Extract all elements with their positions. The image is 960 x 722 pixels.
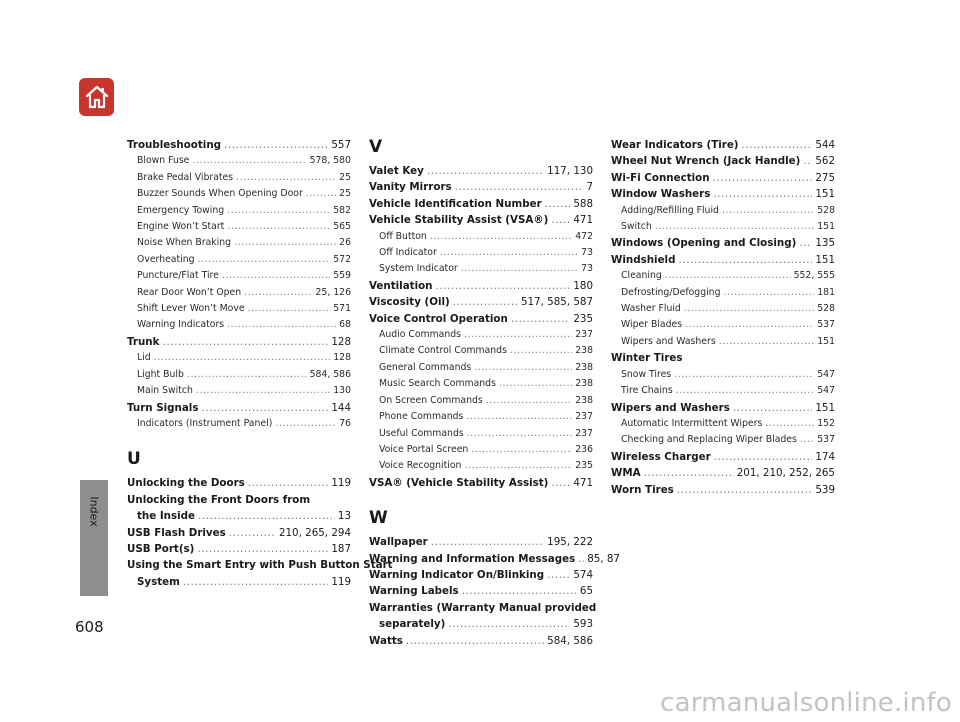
index-page-ref[interactable]: 237 bbox=[575, 427, 593, 439]
index-page-ref[interactable]: 565 bbox=[333, 221, 351, 233]
dot-leader bbox=[201, 400, 328, 416]
index-page-ref[interactable]: 236 bbox=[575, 443, 593, 455]
index-term: Wallpaper bbox=[369, 536, 428, 549]
index-term: Off Indicator bbox=[379, 247, 437, 259]
index-entry bbox=[127, 557, 393, 573]
index-subentry[interactable] bbox=[127, 416, 351, 432]
index-page-ref[interactable]: 26 bbox=[339, 237, 351, 249]
index-subentry[interactable] bbox=[127, 350, 351, 366]
dot-leader bbox=[222, 268, 330, 284]
index-page-ref[interactable]: 238 bbox=[575, 378, 593, 390]
index-subentry[interactable] bbox=[369, 458, 593, 474]
index-term: Checking and Replacing Wiper Blades bbox=[621, 434, 797, 446]
index-page-ref[interactable]: 135 bbox=[815, 237, 835, 250]
index-page-ref[interactable]: 562 bbox=[815, 155, 835, 168]
index-term: Engine Won’t Start bbox=[137, 221, 225, 233]
dot-leader bbox=[510, 343, 572, 359]
index-subentry[interactable] bbox=[127, 170, 351, 186]
index-page-ref[interactable]: 235 bbox=[575, 460, 593, 472]
index-page-ref[interactable]: 151 bbox=[815, 253, 835, 266]
index-term: USB Port(s) bbox=[127, 542, 195, 555]
dot-leader bbox=[187, 367, 307, 383]
index-subentry[interactable] bbox=[127, 153, 351, 169]
index-term: Tire Chains bbox=[621, 385, 673, 397]
index-term: Warning and Information Messages bbox=[369, 552, 576, 565]
dot-leader bbox=[551, 475, 570, 491]
dot-leader bbox=[803, 153, 812, 169]
index-term: Unlocking the Front Doors from bbox=[127, 493, 311, 506]
index-term: Wiper Blades bbox=[621, 319, 683, 331]
index-entry[interactable] bbox=[611, 252, 835, 268]
dot-leader bbox=[234, 235, 336, 251]
index-term: Adding/Refilling Fluid bbox=[621, 204, 719, 216]
index-entry bbox=[369, 600, 597, 616]
dot-leader bbox=[471, 442, 572, 458]
dot-leader bbox=[227, 219, 330, 235]
index-term: Turn Signals bbox=[127, 401, 199, 414]
dot-leader bbox=[713, 170, 813, 186]
index-subentry[interactable] bbox=[127, 317, 351, 333]
index-page-ref[interactable]: 528 bbox=[817, 204, 835, 216]
index-page-ref[interactable]: 238 bbox=[575, 345, 593, 357]
index-page-ref[interactable]: 151 bbox=[815, 401, 835, 414]
index-page-ref[interactable]: 537 bbox=[817, 434, 835, 446]
index-subentry[interactable] bbox=[369, 343, 593, 359]
index-entry[interactable] bbox=[369, 534, 593, 550]
index-entry[interactable] bbox=[369, 311, 593, 327]
dot-leader bbox=[676, 383, 815, 399]
dot-leader bbox=[684, 301, 814, 317]
index-entry[interactable] bbox=[369, 196, 593, 212]
index-page-ref[interactable]: 547 bbox=[817, 385, 835, 397]
dot-leader bbox=[436, 278, 571, 294]
index-term: Buzzer Sounds When Opening Door bbox=[137, 188, 303, 200]
index-term: Wipers and Washers bbox=[621, 335, 716, 347]
index-subentry[interactable] bbox=[369, 261, 593, 277]
dot-leader bbox=[183, 574, 328, 590]
dot-leader bbox=[448, 616, 570, 632]
dot-leader bbox=[545, 196, 571, 212]
index-page-ref[interactable]: 151 bbox=[817, 335, 835, 347]
index-term: Wheel Nut Wrench (Jack Handle) bbox=[611, 155, 801, 168]
index-entry[interactable] bbox=[127, 508, 351, 524]
index-subentry[interactable] bbox=[611, 301, 835, 317]
index-entry[interactable] bbox=[127, 541, 351, 557]
dot-leader bbox=[578, 551, 584, 567]
dot-leader bbox=[244, 285, 312, 301]
home-button[interactable] bbox=[79, 78, 114, 116]
index-entry[interactable] bbox=[369, 475, 593, 491]
index-page-ref[interactable]: 73 bbox=[581, 247, 593, 259]
index-entry[interactable] bbox=[369, 583, 593, 599]
index-entry[interactable] bbox=[369, 567, 593, 583]
index-page-ref[interactable]: 584, 586 bbox=[547, 634, 593, 647]
index-page-ref[interactable]: 238 bbox=[575, 361, 593, 373]
dot-leader bbox=[722, 203, 814, 219]
index-term: Phone Commands bbox=[379, 411, 464, 423]
index-term: Watts bbox=[369, 634, 403, 647]
dot-leader bbox=[800, 432, 814, 448]
index-term: Ventilation bbox=[369, 279, 433, 292]
index-subentry[interactable] bbox=[127, 367, 351, 383]
index-term: Brake Pedal Vibrates bbox=[137, 171, 234, 183]
index-page-ref[interactable]: 181 bbox=[817, 286, 835, 298]
index-term: Audio Commands bbox=[379, 329, 462, 341]
dot-leader bbox=[306, 186, 336, 202]
index-term: On Screen Commands bbox=[379, 394, 483, 406]
dot-leader bbox=[275, 416, 336, 432]
index-term: Defrosting/Defogging bbox=[621, 286, 721, 298]
index-entry[interactable] bbox=[127, 475, 351, 491]
index-page-ref[interactable]: 144 bbox=[331, 401, 351, 414]
index-term: Unlocking the Doors bbox=[127, 477, 245, 490]
index-page-ref[interactable]: 73 bbox=[581, 263, 593, 275]
index-page-ref[interactable]: 557 bbox=[331, 139, 351, 151]
index-subentry[interactable] bbox=[369, 426, 593, 442]
index-entry[interactable] bbox=[611, 235, 835, 251]
dot-leader bbox=[229, 525, 276, 541]
index-entry[interactable] bbox=[611, 186, 835, 202]
index-subentry[interactable] bbox=[611, 268, 835, 284]
index-subentry[interactable] bbox=[611, 203, 835, 219]
index-term: Noise When Braking bbox=[137, 237, 232, 249]
index-subentry[interactable] bbox=[127, 219, 351, 235]
index-page-ref[interactable]: 13 bbox=[337, 510, 351, 523]
index-term: Vehicle Identification Number bbox=[369, 197, 542, 210]
index-term: Windows (Opening and Closing) bbox=[611, 237, 797, 250]
index-page-ref[interactable]: 588 bbox=[573, 197, 593, 210]
index-term: USB Flash Drives bbox=[127, 526, 226, 539]
dot-leader bbox=[198, 252, 331, 268]
index-page-ref[interactable]: 574 bbox=[573, 568, 593, 581]
dot-leader bbox=[474, 360, 572, 376]
index-column-3 bbox=[611, 137, 835, 498]
dot-leader bbox=[466, 409, 572, 425]
index-term: Wipers and Washers bbox=[611, 401, 730, 414]
index-page-ref[interactable]: 537 bbox=[817, 319, 835, 331]
index-page-ref[interactable]: 119 bbox=[331, 575, 351, 588]
index-subentry[interactable] bbox=[127, 285, 351, 301]
dot-leader bbox=[551, 212, 570, 228]
index-term: the Inside bbox=[137, 510, 195, 523]
index-entry[interactable] bbox=[369, 278, 593, 294]
index-term: Viscosity (Oil) bbox=[369, 296, 450, 309]
dot-leader bbox=[714, 449, 813, 465]
index-side-label: Index bbox=[87, 496, 101, 527]
dot-leader bbox=[547, 567, 570, 583]
index-page-ref[interactable]: 571 bbox=[333, 303, 351, 315]
dot-leader bbox=[674, 367, 814, 383]
index-term: Warning Labels bbox=[369, 585, 459, 598]
index-entry bbox=[611, 350, 835, 366]
dot-leader bbox=[224, 137, 328, 153]
dot-leader bbox=[248, 475, 329, 491]
index-term: Voice Portal Screen bbox=[379, 443, 469, 455]
index-letter-heading: V bbox=[369, 137, 383, 157]
index-entry[interactable] bbox=[369, 212, 593, 228]
dot-leader bbox=[427, 163, 544, 179]
index-page-ref[interactable]: 25 bbox=[339, 188, 351, 200]
index-page-ref[interactable]: 7 bbox=[586, 181, 593, 194]
index-page-ref[interactable]: 578, 580 bbox=[309, 155, 351, 167]
watermark: carmanualsonline.info bbox=[660, 688, 952, 718]
index-page-ref[interactable]: 582 bbox=[333, 204, 351, 216]
index-term: Emergency Towing bbox=[137, 204, 225, 216]
dot-leader bbox=[464, 458, 572, 474]
dot-leader bbox=[453, 294, 518, 310]
dot-leader bbox=[713, 186, 812, 202]
index-term: Snow Tires bbox=[621, 368, 672, 380]
index-term: Warranties (Warranty Manual provided bbox=[369, 601, 597, 614]
index-page-ref[interactable]: 584, 586 bbox=[309, 368, 351, 380]
index-subentry[interactable] bbox=[611, 219, 835, 235]
dot-leader bbox=[678, 252, 812, 268]
index-page-ref[interactable]: 151 bbox=[817, 221, 835, 233]
index-term: Trunk bbox=[127, 335, 160, 348]
index-entry[interactable] bbox=[369, 179, 593, 195]
index-page-ref[interactable]: 235 bbox=[573, 312, 593, 325]
index-entry[interactable] bbox=[369, 551, 620, 567]
index-subentry[interactable] bbox=[127, 235, 351, 251]
index-page-ref[interactable]: 275 bbox=[815, 171, 835, 184]
index-subentry[interactable] bbox=[369, 393, 593, 409]
index-page-ref[interactable]: 25 bbox=[339, 171, 351, 183]
index-entry[interactable] bbox=[127, 400, 351, 416]
index-subentry[interactable] bbox=[369, 229, 593, 245]
dot-leader bbox=[198, 508, 335, 524]
dot-leader bbox=[685, 317, 814, 333]
index-term: System Indicator bbox=[379, 263, 458, 275]
index-subentry[interactable] bbox=[127, 383, 351, 399]
index-term: Useful Commands bbox=[379, 427, 464, 439]
index-entry[interactable] bbox=[369, 294, 593, 310]
dot-leader bbox=[486, 393, 573, 409]
index-page-ref[interactable]: 117, 130 bbox=[547, 165, 593, 177]
index-page-ref[interactable]: 201, 210, 252, 265 bbox=[736, 467, 835, 480]
dot-leader bbox=[665, 268, 791, 284]
dot-leader bbox=[462, 583, 577, 599]
index-term: Puncture/Flat Tire bbox=[137, 270, 219, 282]
dot-leader bbox=[192, 153, 306, 169]
index-term: separately) bbox=[379, 618, 446, 631]
dot-leader bbox=[644, 465, 734, 481]
index-page-ref[interactable]: 472 bbox=[575, 230, 593, 242]
index-page-ref[interactable]: 174 bbox=[815, 450, 835, 463]
index-subentry[interactable] bbox=[127, 268, 351, 284]
index-page-ref[interactable]: 238 bbox=[575, 394, 593, 406]
index-entry[interactable] bbox=[611, 400, 835, 416]
index-term: WMA bbox=[611, 467, 641, 480]
index-page-ref[interactable]: 559 bbox=[333, 270, 351, 282]
index-entry[interactable] bbox=[611, 482, 835, 498]
dot-leader bbox=[248, 301, 331, 317]
index-letter-heading: U bbox=[127, 449, 141, 470]
index-entry[interactable] bbox=[369, 633, 593, 649]
index-term: Automatic Intermittent Wipers bbox=[621, 417, 763, 429]
index-column-2 bbox=[369, 137, 620, 649]
index-page-ref[interactable]: 572 bbox=[333, 253, 351, 265]
index-page-ref[interactable]: 151 bbox=[815, 188, 835, 201]
index-entry[interactable] bbox=[611, 449, 835, 465]
index-page-ref[interactable]: 65 bbox=[579, 585, 593, 598]
index-term: Blown Fuse bbox=[137, 155, 190, 167]
dot-leader bbox=[677, 482, 813, 498]
index-page-ref[interactable]: 85, 87 bbox=[587, 552, 620, 565]
index-term: Vehicle Stability Assist (VSA®) bbox=[369, 214, 549, 227]
index-entry[interactable] bbox=[611, 137, 835, 153]
index-page-ref[interactable]: 471 bbox=[573, 214, 593, 227]
index-term: Wireless Charger bbox=[611, 450, 711, 463]
index-entry bbox=[127, 492, 351, 508]
dot-leader bbox=[461, 261, 578, 277]
dot-leader bbox=[406, 633, 544, 649]
dot-leader bbox=[196, 383, 330, 399]
index-subentry[interactable] bbox=[369, 327, 593, 343]
home-icon bbox=[83, 83, 111, 111]
index-page-ref[interactable]: 539 bbox=[815, 483, 835, 496]
index-term: Shift Lever Won’t Move bbox=[137, 303, 245, 315]
index-page-ref[interactable]: 210, 265, 294 bbox=[278, 526, 351, 539]
index-page-ref[interactable]: 544 bbox=[815, 139, 835, 151]
index-subentry[interactable] bbox=[369, 442, 593, 458]
dot-leader bbox=[733, 400, 812, 416]
index-term: Windshield bbox=[611, 253, 676, 266]
index-term: Using the Smart Entry with Push Button Start bbox=[127, 559, 393, 572]
index-page-ref[interactable]: 237 bbox=[575, 411, 593, 423]
index-subentry[interactable] bbox=[127, 252, 351, 268]
index-page-ref[interactable]: 237 bbox=[575, 329, 593, 341]
index-entry[interactable] bbox=[127, 525, 351, 541]
index-term: Winter Tires bbox=[611, 352, 683, 365]
dot-leader bbox=[464, 327, 572, 343]
index-page-ref[interactable]: 517, 585, 587 bbox=[520, 296, 593, 309]
index-entry[interactable] bbox=[127, 137, 351, 153]
index-column-1 bbox=[127, 137, 393, 590]
dot-leader bbox=[154, 350, 331, 366]
dot-leader bbox=[236, 170, 336, 186]
index-term: Worn Tires bbox=[611, 483, 674, 496]
index-subentry[interactable] bbox=[611, 317, 835, 333]
index-term: General Commands bbox=[379, 361, 472, 373]
index-term: Cleaning bbox=[621, 270, 662, 282]
dot-leader bbox=[440, 245, 578, 261]
dot-leader bbox=[227, 203, 330, 219]
index-page-ref[interactable]: 471 bbox=[573, 476, 593, 489]
index-entry[interactable] bbox=[369, 616, 593, 632]
index-page-ref[interactable]: 130 bbox=[333, 385, 351, 397]
index-page-ref[interactable]: 187 bbox=[331, 542, 351, 555]
index-term: Troubleshooting bbox=[127, 139, 222, 151]
index-entry[interactable] bbox=[611, 153, 835, 169]
index-subentry[interactable] bbox=[611, 416, 835, 432]
index-term: System bbox=[137, 575, 180, 588]
index-term: Wear Indicators (Tire) bbox=[611, 139, 739, 151]
dot-leader bbox=[430, 229, 572, 245]
index-page-ref[interactable]: 25, 126 bbox=[315, 286, 351, 298]
index-term: VSA® (Vehicle Stability Assist) bbox=[369, 476, 549, 489]
index-term: Warning Indicator On/Blinking bbox=[369, 568, 545, 581]
index-term: Music Search Commands bbox=[379, 378, 496, 390]
dot-leader bbox=[765, 416, 814, 432]
index-entry[interactable] bbox=[611, 465, 835, 481]
dot-leader bbox=[162, 334, 328, 350]
index-term: Overheating bbox=[137, 253, 195, 265]
index-subentry[interactable] bbox=[611, 334, 835, 350]
dot-leader bbox=[431, 534, 544, 550]
dot-leader bbox=[227, 317, 336, 333]
index-page-ref[interactable]: 528 bbox=[817, 303, 835, 315]
index-page-ref[interactable]: 593 bbox=[573, 618, 593, 631]
index-page-ref[interactable]: 552, 555 bbox=[793, 270, 835, 282]
dot-leader bbox=[511, 311, 571, 327]
index-term: Main Switch bbox=[137, 385, 193, 397]
index-letter-heading: W bbox=[369, 508, 388, 529]
index-page-ref[interactable]: 547 bbox=[817, 368, 835, 380]
index-subentry[interactable] bbox=[127, 301, 351, 317]
index-page-ref[interactable]: 76 bbox=[339, 417, 351, 429]
dot-leader bbox=[723, 285, 814, 301]
index-term: Voice Control Operation bbox=[369, 312, 508, 325]
dot-leader bbox=[499, 376, 572, 392]
index-term: Window Washers bbox=[611, 188, 711, 201]
index-term: Indicators (Instrument Panel) bbox=[137, 417, 273, 429]
index-term: Voice Recognition bbox=[379, 460, 462, 472]
index-entry[interactable] bbox=[611, 170, 835, 186]
index-subentry[interactable] bbox=[369, 409, 593, 425]
index-term: Rear Door Won’t Open bbox=[137, 286, 242, 298]
dot-leader bbox=[799, 235, 812, 251]
index-page-ref[interactable]: 128 bbox=[333, 352, 351, 364]
index-entry[interactable] bbox=[369, 163, 593, 179]
index-subentry[interactable] bbox=[127, 203, 351, 219]
dot-leader bbox=[455, 179, 584, 195]
index-subentry[interactable] bbox=[611, 367, 835, 383]
index-entry[interactable] bbox=[127, 334, 351, 350]
index-page-ref[interactable]: 128 bbox=[331, 335, 351, 348]
index-term: Wi-Fi Connection bbox=[611, 171, 710, 184]
index-page-ref[interactable]: 68 bbox=[339, 319, 351, 331]
index-subentry[interactable] bbox=[369, 376, 593, 392]
index-term: Climate Control Commands bbox=[379, 345, 507, 357]
dot-leader bbox=[197, 541, 328, 557]
index-entry[interactable] bbox=[127, 574, 351, 590]
index-subentry[interactable] bbox=[611, 432, 835, 448]
index-term: Washer Fluid bbox=[621, 303, 681, 315]
dot-leader bbox=[742, 137, 813, 153]
index-term: Warning Indicators bbox=[137, 319, 225, 331]
dot-leader bbox=[719, 334, 815, 350]
index-page-ref[interactable]: 180 bbox=[573, 279, 593, 292]
index-subentry[interactable] bbox=[369, 360, 593, 376]
index-subentry[interactable] bbox=[127, 186, 351, 202]
index-term: Light Bulb bbox=[137, 368, 184, 380]
dot-leader bbox=[467, 426, 573, 442]
index-term: Vanity Mirrors bbox=[369, 181, 452, 194]
dot-leader bbox=[655, 219, 815, 235]
page-number: 608 bbox=[75, 618, 104, 636]
index-page-ref[interactable]: 119 bbox=[331, 477, 351, 490]
index-term: Lid bbox=[137, 352, 151, 364]
index-subentry[interactable] bbox=[611, 383, 835, 399]
index-term: Valet Key bbox=[369, 165, 424, 177]
index-page-ref[interactable]: 152 bbox=[817, 417, 835, 429]
index-term: Switch bbox=[621, 221, 652, 233]
index-subentry[interactable] bbox=[611, 285, 835, 301]
index-term: Off Button bbox=[379, 230, 427, 242]
index-subentry[interactable] bbox=[369, 245, 593, 261]
index-page-ref[interactable]: 195, 222 bbox=[547, 536, 593, 549]
